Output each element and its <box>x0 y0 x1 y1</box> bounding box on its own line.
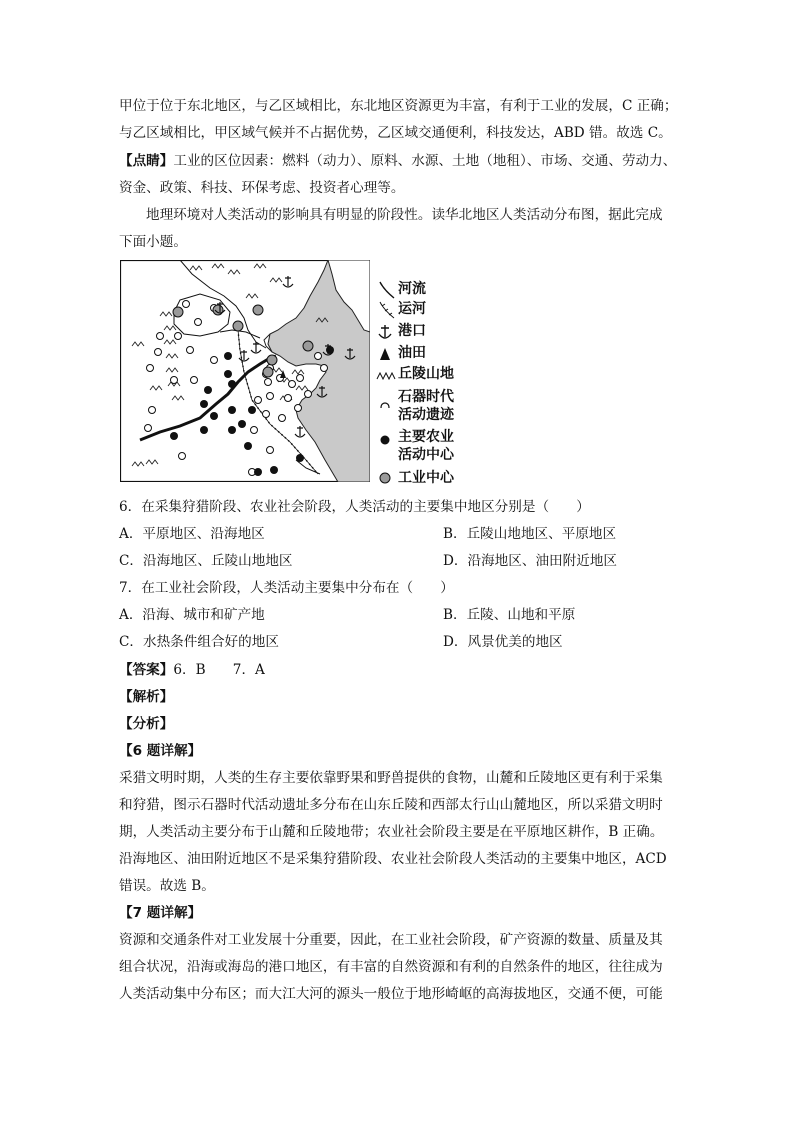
answer-line <box>119 660 265 680</box>
legend-agriculture-label <box>398 428 454 464</box>
q7-option-a: A．沿海、城市和矿产地 <box>119 607 265 623</box>
tip-line <box>119 151 676 171</box>
legend-river-label: 河流 <box>398 281 426 297</box>
legend-canal <box>376 300 426 320</box>
text-line-1: 甲位于位于东北地区，与乙区域相比，东北地区资源更为丰富，有利于工业的发展，C 正确； <box>119 98 678 114</box>
q6-detail-line-3: 期，人类活动主要分布于山麓和丘陵地带；农业社会阶段主要是在平原地区耕作，B 正确。 <box>119 824 664 840</box>
intro-line-1: 地理环境对人类活动的影响具有明显的阶段性。读华北地区人类活动分布图，据此完成 <box>146 207 663 223</box>
q7-detail-tag: 【7 题详解】 <box>119 905 202 921</box>
legend-hills <box>376 365 454 385</box>
q7-detail-line-1: 资源和交通条件对工业发展十分重要，因此，在工业社会阶段，矿产资源的数量、质量及其 <box>119 932 663 948</box>
legend-industry-label: 工业中心 <box>398 470 454 486</box>
hills-icon <box>376 365 398 385</box>
q6-stem: 6．在采集狩猎阶段、农业社会阶段，人类活动的主要集中地区分别是（ ） <box>119 499 590 515</box>
q7-option-b: B．丘陵、山地和平原 <box>443 607 576 623</box>
legend-hills-label: 丘陵山地 <box>398 366 454 382</box>
q6-detail-line-4: 沿海地区、油田附近地区不是采集狩猎阶段、农业社会阶段人类活动的主要集中地区，ACD <box>119 851 667 867</box>
q6-detail-tag: 【6 题详解】 <box>119 743 202 759</box>
stone-age-line-1: 石器时代 <box>398 389 454 405</box>
river-icon <box>376 280 398 300</box>
filled-circle-icon <box>376 428 398 448</box>
intro-line-2: 下面小题。 <box>119 234 187 250</box>
legend-port-label: 港口 <box>398 323 426 339</box>
legend-oilfield <box>376 344 426 364</box>
tip-tag: 【点睛】 <box>119 153 174 169</box>
fenxi-tag: 【分析】 <box>119 716 174 732</box>
gray-circle-icon <box>376 469 398 489</box>
north-china-activity-map <box>120 260 370 482</box>
q6-option-d: D．沿海地区、油田附近地区 <box>443 553 618 569</box>
q7-stem: 7．在工业社会阶段，人类活动主要集中分布在（ ） <box>119 580 454 596</box>
q6-option-c: C．沿海地区、丘陵山地地区 <box>119 553 293 569</box>
legend-agriculture <box>376 428 454 464</box>
q7-detail-line-3: 人类活动集中分布区；而大江大河的源头一般位于地形崎岖的高海拔地区，交通不便，可能 <box>119 986 663 1002</box>
q7-option-c: C．水热条件组合好的地区 <box>119 634 279 650</box>
answer-tag: 【答案】 <box>119 662 174 678</box>
tip-line-2: 资金、政策、科技、环保考虑、投资者心理等。 <box>119 180 405 196</box>
q7-detail-line-2: 组合状况，沿海或海岛的港口地区，有丰富的自然资源和有利的自然条件的地区，往往成为 <box>119 959 663 975</box>
legend-stone-age-label <box>398 388 454 424</box>
oilfield-icon <box>376 344 398 364</box>
q6-detail-line-1: 采猎文明时期，人类的生存主要依靠野果和野兽提供的食物，山麓和丘陵地区更有利于采集 <box>119 770 663 786</box>
answer-text: 6．B 7．A <box>173 662 265 678</box>
text-line-2: 与乙区域相比，甲区域气候并不占据优势，乙区域交通便利，科技发达，ABD 错。故选 C。 <box>119 125 672 141</box>
map-legend <box>376 276 486 490</box>
legend-canal-label: 运河 <box>398 301 426 317</box>
q6-option-a: A．平原地区、沿海地区 <box>119 526 265 542</box>
hollow-circle-icon <box>376 388 398 408</box>
q7-option-d: D．风景优美的地区 <box>443 634 563 650</box>
agri-line-1: 主要农业 <box>398 429 454 445</box>
legend-stone-age <box>376 388 454 424</box>
legend-river <box>376 280 426 300</box>
q6-detail-line-2: 和狩猎，图示石器时代活动遗址多分布在山东丘陵和西部太行山山麓地区，所以采猎文明时 <box>119 797 663 813</box>
stone-age-line-2: 活动遗迹 <box>398 407 454 423</box>
tip-text: 工业的区位因素：燃料（动力）、原料、水源、土地（地租）、市场、交通、劳动力、 <box>173 153 677 169</box>
analysis-tag: 【解析】 <box>119 689 174 705</box>
q6-detail-line-5: 错误。故选 B。 <box>119 878 215 894</box>
canal-icon <box>376 300 398 320</box>
legend-industry <box>376 469 454 489</box>
legend-oilfield-label: 油田 <box>398 345 426 361</box>
agri-line-2: 活动中心 <box>398 447 454 463</box>
q6-option-b: B．丘陵山地地区、平原地区 <box>443 526 617 542</box>
legend-port <box>376 322 426 342</box>
anchor-icon <box>376 322 398 342</box>
